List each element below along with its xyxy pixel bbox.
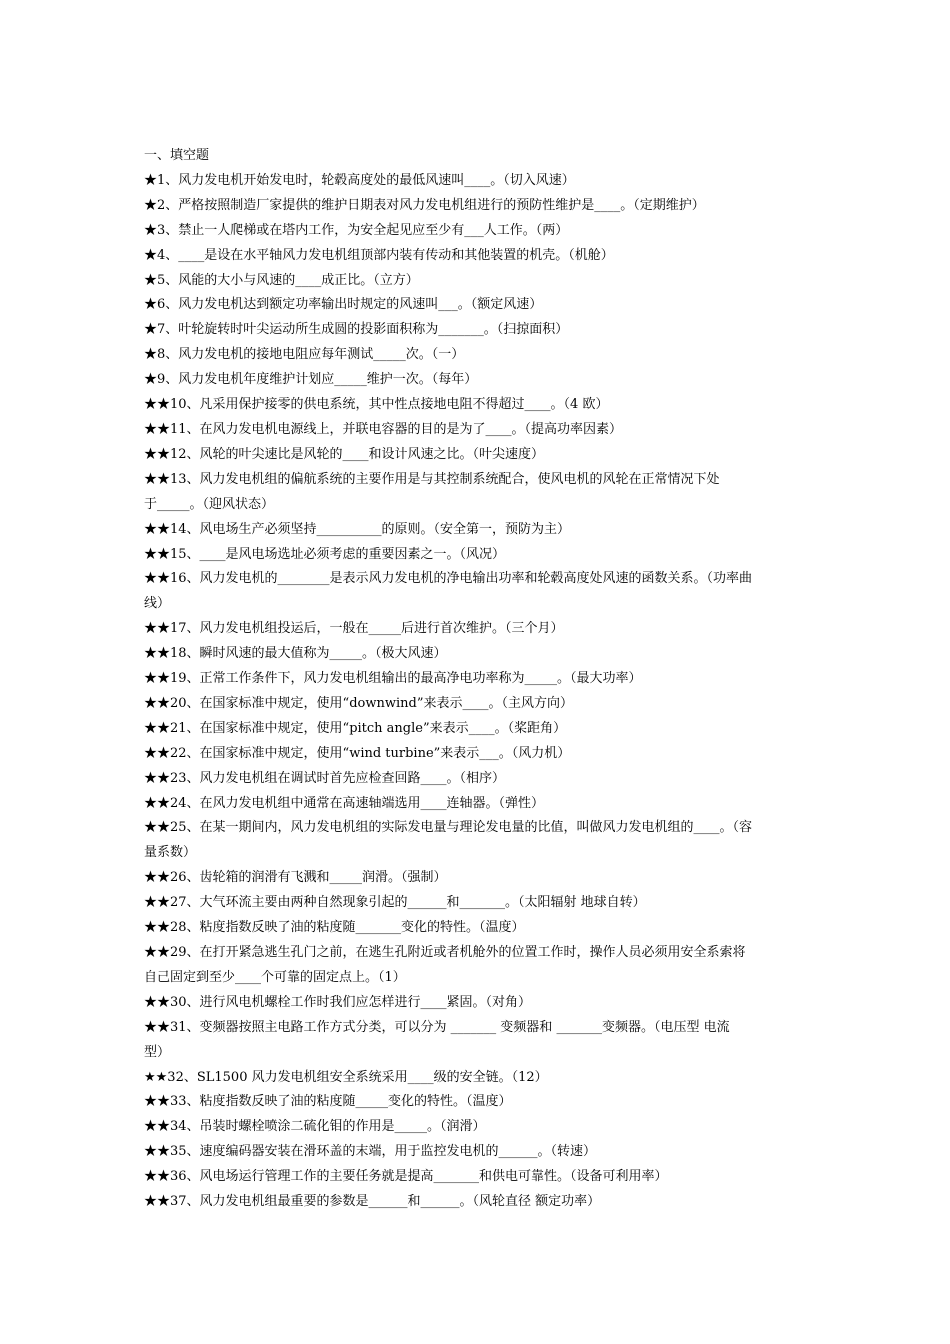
question-line: ★9、风力发电机年度维护计划应_____维护一次。（每年） [144, 372, 478, 388]
question-line: ★★27、大气环流主要由两种自然现象引起的______和_______。（太阳辐射 地球自转） [144, 895, 646, 911]
question-line: 量系数） [144, 845, 197, 861]
question-line: ★★24、在风力发电机组中通常在高速轴端选用____连轴器。（弹性） [144, 795, 545, 811]
question-line: ★★13、风力发电机组的偏航系统的主要作用是与其控制系统配合，使风电机的风轮在正常情况下处 [144, 471, 720, 487]
question-line: 线） [144, 596, 171, 612]
question-line: ★8、风力发电机的接地电阻应每年测试_____次。（一） [144, 347, 465, 363]
question-line: 于_____。（迎风状态） [144, 496, 275, 512]
question-line: ★4、____是设在水平轴风力发电机组顶部内装有传动和其他装置的机壳。（机舱） [144, 247, 614, 263]
question-line: ★3、禁止一人爬梯或在塔内工作，为安全起见应至少有___人工作。（两） [144, 222, 569, 238]
question-line: ★★16、风力发电机的________是表示风力发电机的净电输出功率和轮毂高度处风速的函数关系。（功率曲 [144, 571, 753, 587]
question-line: ★★15、____是风电场选址必须考虑的重要因素之一。（风况） [144, 546, 506, 562]
question-line: ★★23、风力发电机组在调试时首先应检查回路____。（相序） [144, 770, 506, 786]
question-line: ★★36、风电场运行管理工作的主要任务就是提高_______和供电可靠性。（设备可利用率） [144, 1169, 668, 1185]
document-body [144, 144, 812, 1215]
question-line: ★★34、吊装时螺栓喷涂二硫化钼的作用是_____。（润滑） [144, 1119, 486, 1135]
question-line: 自己固定到至少____个可靠的固定点上。（1） [144, 969, 406, 985]
question-line: 型） [144, 1044, 171, 1060]
question-line: ★★22、在国家标准中规定，使用“wind turbine”来表示___。（风力机） [144, 745, 571, 761]
question-line: ★★10、凡采用保护接零的供电系统，其中性点接地电阻不得超过____。（4 欧） [144, 397, 609, 413]
question-line: ★5、风能的大小与风速的____成正比。（立方） [144, 272, 419, 288]
question-line: ★★32、SL1500 风力发电机组安全系统采用____级的安全链。（12） [144, 1069, 548, 1085]
section-title: 一、填空题 [144, 148, 210, 163]
question-line: ★★30、进行风电机螺栓工作时我们应怎样进行____紧固。（对角） [144, 994, 532, 1010]
question-line: ★★25、在某一期间内，风力发电机组的实际发电量与理论发电量的比值，叫做风力发电机组的____。（容 [144, 820, 753, 836]
question-line: ★★26、齿轮箱的润滑有飞溅和_____润滑。（强制） [144, 870, 447, 886]
question-line: ★6、风力发电机达到额定功率输出时规定的风速叫___。（额定风速） [144, 297, 543, 313]
question-line: ★7、叶轮旋转时叶尖运动所生成圆的投影面积称为_______。（扫掠面积） [144, 322, 569, 338]
question-line: ★★20、在国家标准中规定，使用“downwind”来表示____。（主风方向） [144, 695, 573, 711]
question-line: ★★19、正常工作条件下，风力发电机组输出的最高净电功率称为_____。（最大功率） [144, 671, 642, 687]
question-line: ★★29、在打开紧急逃生孔门之前，在逃生孔附近或者机舱外的位置工作时，操作人员必须用安全系索将 [144, 945, 746, 960]
question-line: ★★14、风电场生产必须坚持__________的原则。（安全第一，预防为主） [144, 521, 571, 537]
question-line: ★1、风力发电机开始发电时，轮毂高度处的最低风速叫____。（切入风速） [144, 172, 575, 188]
question-line: ★★21、在国家标准中规定，使用“pitch angle”来表示____。（桨距角） [144, 720, 567, 736]
question-line: ★★28、粘度指数反映了油的粘度随_______变化的特性。（温度） [144, 920, 525, 936]
question-line: ★★31、变频器按照主电路工作方式分类，可以分为 _______ 变频器和 _______变频器。（电压型 电流 [144, 1019, 730, 1035]
question-line: ★2、严格按照制造厂家提供的维护日期表对风力发电机组进行的预防性维护是____。（定期维护） [144, 197, 705, 213]
question-line: ★★18、瞬时风速的最大值称为_____。（极大风速） [144, 646, 447, 662]
question-line: ★★35、速度编码器安装在滑环盖的末端，用于监控发电机的______。（转速） [144, 1144, 597, 1160]
question-line: ★★17、风力发电机组投运后，一般在_____后进行首次维护。（三个月） [144, 621, 564, 637]
question-line: ★★12、风轮的叶尖速比是风轮的____和设计风速之比。（叶尖速度） [144, 446, 545, 462]
question-line: ★★11、在风力发电机电源线上，并联电容器的目的是为了____。（提高功率因素） [144, 421, 623, 437]
question-line: ★★37、风力发电机组最重要的参数是______和______。（风轮直径 额定功率） [144, 1194, 601, 1210]
question-line: ★★33、粘度指数反映了油的粘度随_____变化的特性。（温度） [144, 1094, 512, 1110]
